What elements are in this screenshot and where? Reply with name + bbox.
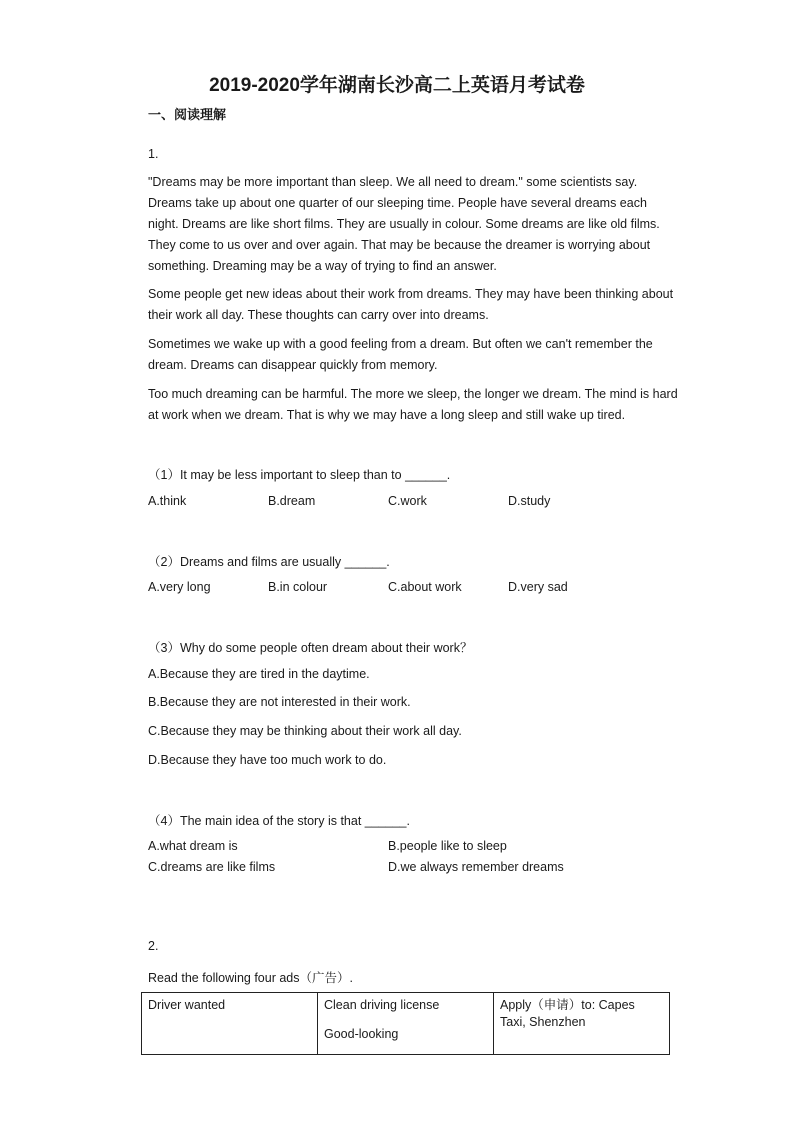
passage-paragraph: Some people get new ideas about their work from dreams. They may have been thinking about their work all day. These thoughts can carry over into dreams. — [148, 287, 674, 322]
option-d: D.very sad — [508, 580, 568, 594]
ad-requirement: Good-looking — [324, 1027, 399, 1041]
question-number: 2. — [148, 939, 159, 953]
section-heading: 一、阅读理解 — [148, 107, 227, 122]
ad-apply: Apply（申请）to: Capes Taxi, Shenzhen — [500, 998, 635, 1029]
option-a: A.very long — [148, 580, 211, 594]
passage-paragraph: "Dreams may be more important than sleep. We all need to dream." some scientists say. Dreams take up about one quarter of our sleeping time. People have several dreams each night. Dreams are like short films. They are usually in colour. Some dreams are like old films. They come to us over and over again. That may be because the dreamer is worrying about something. Dreaming may be a way of trying to find an answer. — [148, 175, 660, 273]
sub-question-stem: （3）Why do some people often dream about their work？ — [148, 641, 473, 655]
sub-question-stem: （2）Dreams and films are usually ______. — [148, 555, 390, 569]
option-d: D.study — [508, 494, 551, 508]
option-d: D.we always remember dreams — [388, 860, 564, 874]
option-b: B.in colour — [268, 580, 328, 594]
option-c: C.work — [388, 494, 427, 508]
ads-table — [141, 992, 670, 1055]
option-a: A.think — [148, 494, 187, 508]
option-b: B.people like to sleep — [388, 839, 507, 853]
option-d: D.Because they have too much work to do. — [148, 753, 387, 767]
ad-title: Driver wanted — [148, 998, 226, 1012]
question-number: 1. — [148, 147, 159, 161]
option-c: C.Because they may be thinking about their work all day. — [148, 724, 462, 738]
option-b: B.Because they are not interested in their work. — [148, 695, 411, 709]
passage-paragraph: Sometimes we wake up with a good feeling from a dream. But often we can't remember the dream. Dreams can disappear quickly from memory. — [148, 337, 653, 372]
sub-question-stem: （4）The main idea of the story is that ______. — [148, 814, 410, 828]
passage-paragraph: Too much dreaming can be harmful. The more we sleep, the longer we dream. The mind is hard at work when we dream. That is why we may have a long sleep and still wake up tired. — [148, 387, 678, 422]
question-intro: Read the following four ads（广告）. — [148, 971, 353, 985]
option-b: B.dream — [268, 494, 316, 508]
table-row — [142, 993, 670, 1055]
ad-requirement: Clean driving license — [324, 998, 440, 1012]
table-cell — [318, 993, 494, 1055]
table-cell — [142, 993, 318, 1055]
option-a: A.Because they are tired in the daytime. — [148, 667, 370, 681]
option-c: C.about work — [388, 580, 462, 594]
option-c: C.dreams are like films — [148, 860, 276, 874]
page-title: 2019-2020学年湖南长沙高二上英语月考试卷 — [209, 75, 585, 96]
option-a: A.what dream is — [148, 839, 238, 853]
table-cell — [494, 993, 670, 1055]
sub-question-stem: （1）It may be less important to sleep than to ______. — [148, 468, 451, 482]
